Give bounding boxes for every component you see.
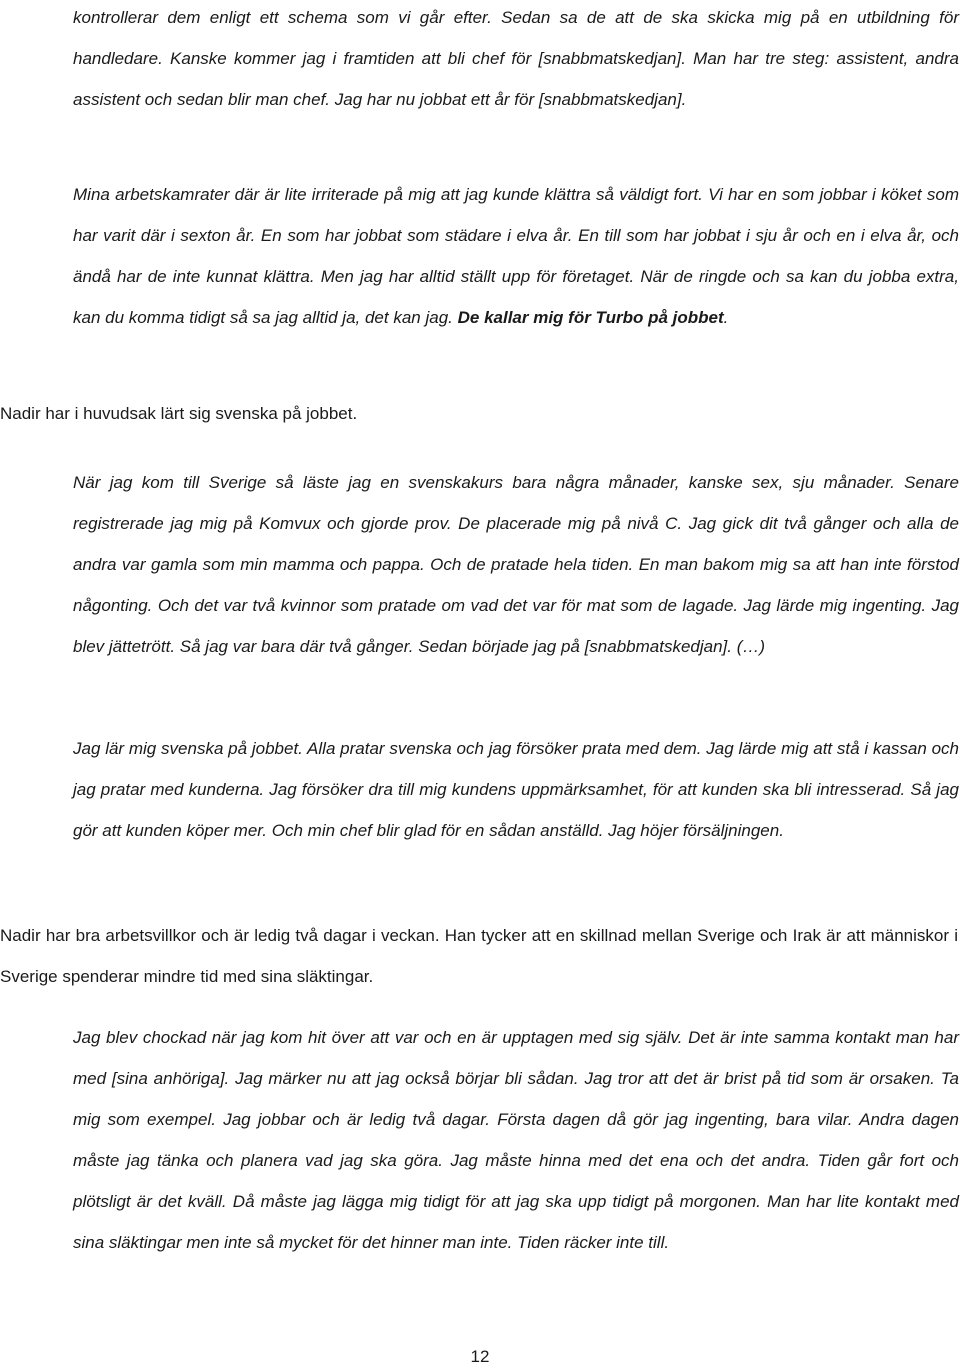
body-paragraph-1 <box>0 393 958 434</box>
quote-paragraph-2 <box>73 174 959 338</box>
paragraph-text: Nadir har i huvudsak lärt sig svenska på jobbet. <box>0 404 358 423</box>
paragraph-text: . <box>723 308 729 327</box>
paragraph-text: Nadir har bra arbetsvillkor och är ledig två dagar i veckan. Han tycker att en skillnad mellan Sverige och Irak är att människor i Sverige spenderar mindre tid med sina släktingar. <box>0 926 958 986</box>
page-number: 12 <box>470 1347 490 1366</box>
quote-paragraph-3 <box>73 462 959 667</box>
bold-emphasis: De kallar mig för Turbo på jobbet <box>457 308 724 327</box>
paragraph-text: Mina arbetskamrater där är lite irriterade på mig att jag kunde klättra så väldigt fort. Vi har en som jobbar i köket som har varit där i sexton år. En som har jobbat som städare i elva år. En till som har jobbat i sju år och en i elva år, och ändå har de inte kunnat klättra. Men jag har alltid ställt upp för företaget. När de ringde och sa kan du jobba extra, kan du komma tidigt så sa jag alltid ja, det kan jag. <box>73 185 959 327</box>
quote-paragraph-4 <box>73 728 959 851</box>
body-paragraph-2 <box>0 915 958 997</box>
paragraph-text: Jag lär mig svenska på jobbet. Alla pratar svenska och jag försöker prata med dem. Jag lärde mig att stå i kassan och jag pratar med kunderna. Jag försöker dra till mig kundens uppmärksamhet, för att kunden ska bli intresserad. Så jag gör att kunden köper mer. Och min chef blir glad för en sådan anställd. Jag höjer försäljningen. <box>73 739 959 840</box>
paragraph-text: Jag blev chockad när jag kom hit över att var och en är upptagen med sig själv. Det är inte samma kontakt man har med [sina anhöriga]. Jag märker nu att jag också börjar bli sådan. Jag tror att det är brist på tid som är orsaken. Ta mig som exempel. Jag jobbar och är ledig två dagar. Första dagen då gör jag ingenting, bara vilar. Andra dagen måste jag tänka och planera vad jag ska göra. Jag måste hinna med det ena och det andra. Tiden går fort och plötsligt är det kväll. Då måste jag lägga mig tidigt för att jag ska upp tidigt på morgonen. Man har lite kontakt med sina släktingar men inte så mycket för det hinner man inte. Tiden räcker inte till. <box>73 1028 959 1252</box>
paragraph-text: kontrollerar dem enligt ett schema som vi går efter. Sedan sa de att de ska skicka mig på en utbildning för handledare. Kanske kommer jag i framtiden att bli chef för [snabbmatskedjan]. Man har tre steg: assistent, andra assistent och sedan blir man chef. Jag har nu jobbat ett år för [snabbmatskedjan]. <box>73 8 959 109</box>
quote-paragraph-5 <box>73 1017 959 1263</box>
quote-paragraph-1 <box>73 0 959 120</box>
paragraph-text: När jag kom till Sverige så läste jag en svenskakurs bara några månader, kanske sex, sju månader. Senare registrerade jag mig på Komvux och gjorde prov. De placerade mig på nivå C. Jag gick dit två gånger och alla de andra var gamla som min mamma och pappa. Och de pratade hela tiden. En man bakom mig sa att han inte förstod någonting. Och det var två kvinnor som pratade om vad det var för mat som de lagade. Jag lärde mig ingenting. Jag blev jättetrött. Så jag var bara där två gånger. Sedan började jag på [snabbmatskedjan]. (…) <box>73 473 959 656</box>
